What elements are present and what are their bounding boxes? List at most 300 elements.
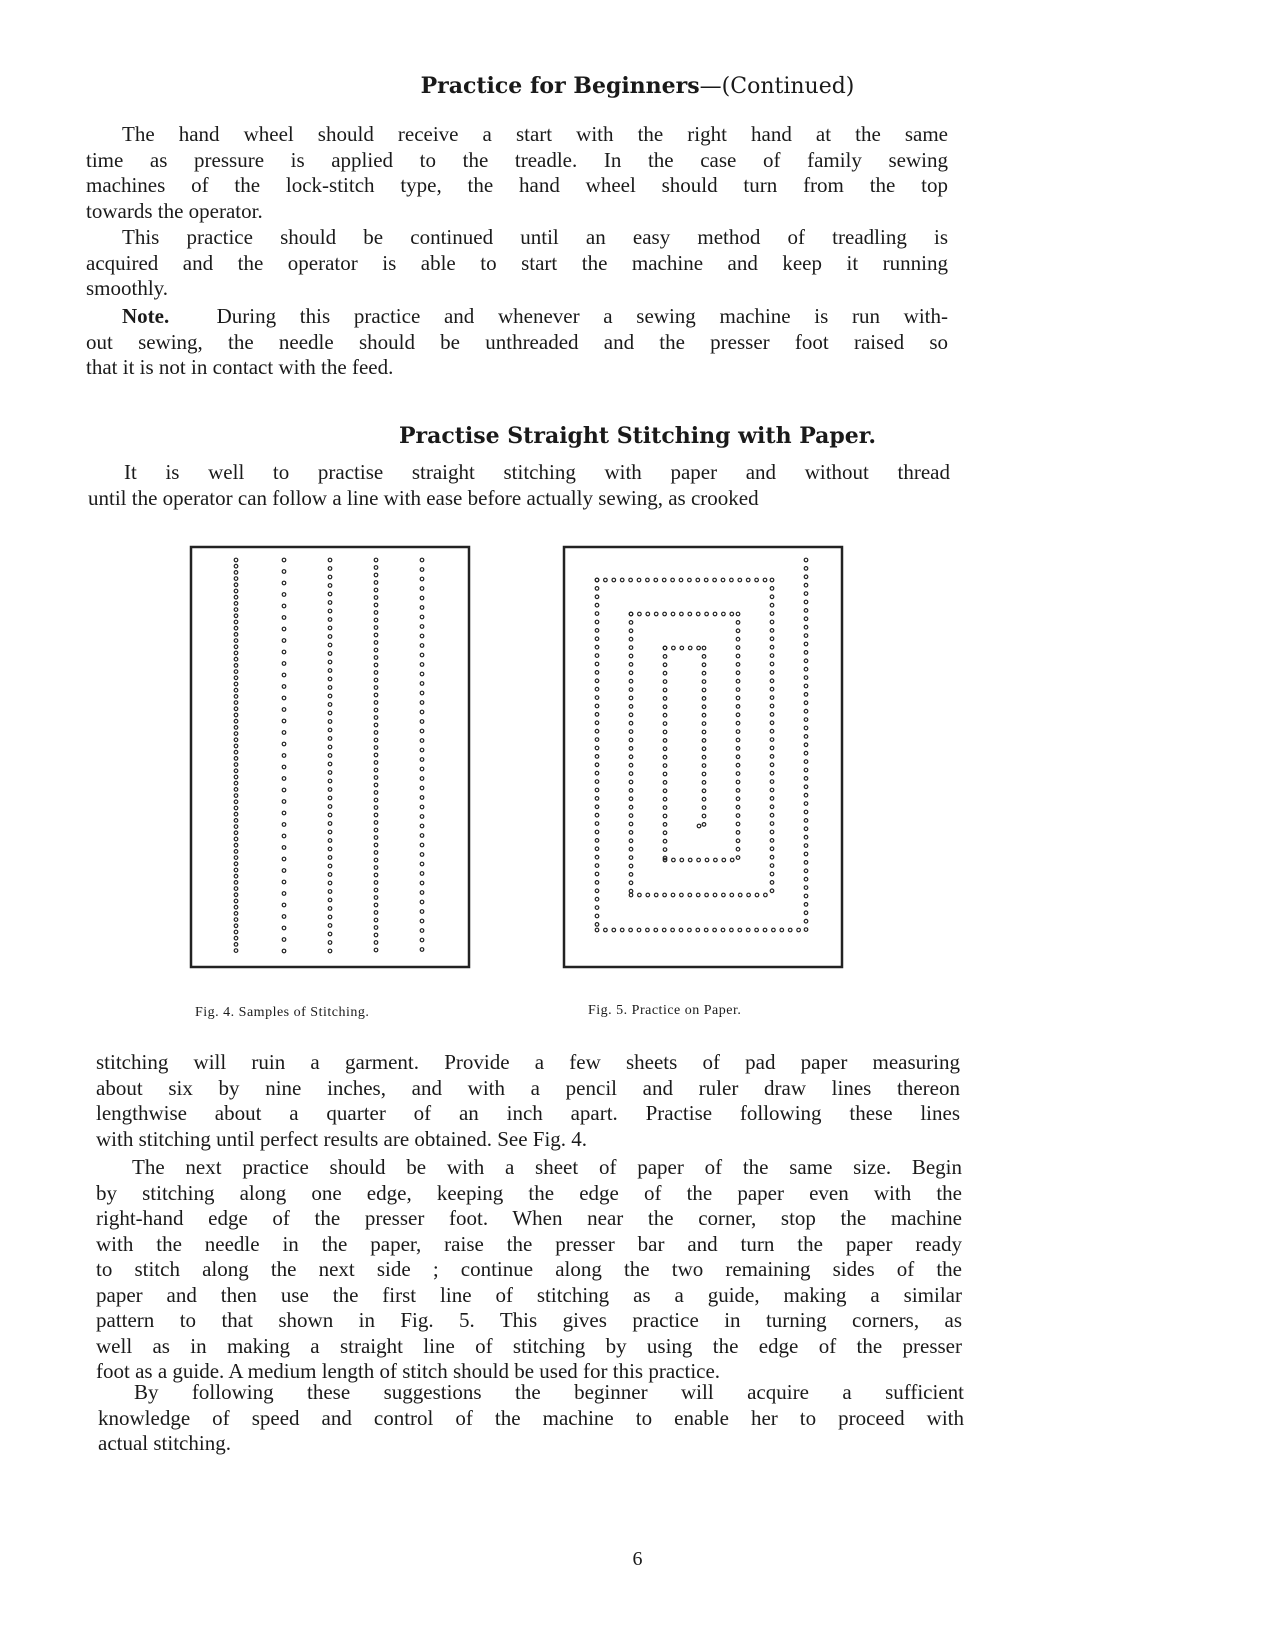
- stitch-hole: [282, 811, 286, 815]
- stitch-hole: [328, 771, 332, 775]
- stitch-hole: [328, 813, 332, 817]
- stitch-hole: [663, 713, 667, 717]
- stitch-hole: [374, 783, 378, 787]
- stitch-hole: [328, 601, 332, 605]
- stitch-hole: [736, 696, 740, 700]
- stitch-hole: [420, 663, 424, 667]
- stitch-hole: [420, 853, 424, 857]
- stitch-hole: [420, 653, 424, 657]
- stitch-hole: [730, 893, 734, 897]
- stitch-hole: [730, 858, 734, 862]
- stitch-hole: [595, 914, 599, 918]
- stitch-hole: [804, 625, 808, 629]
- stitch-hole: [804, 894, 808, 898]
- stitch-hole: [804, 903, 808, 907]
- stitch-hole: [654, 893, 658, 897]
- stitch-hole: [770, 704, 774, 708]
- stitch-hole: [374, 648, 378, 652]
- stitch-hole: [688, 893, 692, 897]
- stitch-hole: [595, 763, 599, 767]
- figure-4-samples-of-stitching: [191, 547, 469, 967]
- stitch-hole: [234, 843, 238, 847]
- text-line: with stitching until perfect results are obtained. See Fig. 4.: [96, 1126, 588, 1151]
- stitch-hole: [374, 663, 378, 667]
- stitch-hole: [804, 718, 808, 722]
- stitch-hole: [374, 723, 378, 727]
- stitch-hole: [595, 864, 599, 868]
- stitch-hole: [420, 729, 424, 733]
- stitch-hole: [328, 558, 332, 562]
- stitch-hole: [629, 578, 633, 582]
- stitch-hole: [722, 893, 726, 897]
- stitch-hole: [374, 851, 378, 855]
- stitch-hole: [770, 587, 774, 591]
- stitch-hole: [282, 823, 286, 827]
- stitch-hole: [705, 893, 709, 897]
- stitch-hole: [755, 893, 759, 897]
- stitch-hole: [671, 928, 675, 932]
- stitch-hole: [234, 763, 238, 767]
- stitch-hole: [804, 919, 808, 923]
- stitch-hole: [282, 685, 286, 689]
- stitch-hole: [420, 720, 424, 724]
- stitch-hole: [696, 612, 700, 616]
- stitch-hole: [663, 893, 667, 897]
- text-line: to stitch along the next side ; continue along the two remaining sides of the: [96, 1257, 962, 1281]
- stitch-hole: [234, 837, 238, 841]
- stitch-hole: [420, 682, 424, 686]
- stitch-hole: [234, 577, 238, 581]
- stitch-hole: [629, 730, 633, 734]
- stitch-hole: [702, 806, 706, 810]
- text-line: paper and then use the first line of stitching as a guide, making a similar: [96, 1282, 962, 1307]
- stitch-hole: [374, 768, 378, 772]
- stitch-hole: [736, 721, 740, 725]
- text-line: stitching will ruin a garment. Provide a few sheets of pad paper measuring: [96, 1050, 960, 1074]
- stitch-hole: [282, 616, 286, 620]
- stitch-hole: [374, 881, 378, 885]
- stitch-hole: [234, 775, 238, 779]
- text-line: This practice should be continued until an easy method of treadling is: [122, 225, 948, 249]
- stitch-hole: [420, 691, 424, 695]
- stitch-hole: [629, 637, 633, 641]
- stitch-hole: [595, 587, 599, 591]
- stitch-hole: [234, 713, 238, 717]
- stitch-hole: [646, 928, 650, 932]
- stitch-hole: [713, 893, 717, 897]
- stitch-hole: [804, 592, 808, 596]
- stitch-hole: [804, 928, 808, 932]
- stitch-hole: [804, 861, 808, 865]
- stitch-hole: [374, 933, 378, 937]
- stitch-hole: [629, 839, 633, 843]
- stitch-hole: [702, 755, 706, 759]
- text-line: lengthwise about a quarter of an inch apart. Practise following these lines: [96, 1101, 960, 1125]
- stitch-hole: [282, 938, 286, 942]
- stitch-hole: [770, 645, 774, 649]
- stitch-hole: [721, 578, 725, 582]
- stitch-hole: [328, 924, 332, 928]
- text-line: It is well to practise straight stitching with paper and without thread: [124, 460, 950, 484]
- stitch-hole: [595, 595, 599, 599]
- stitch-hole: [282, 765, 286, 769]
- stitch-hole: [234, 633, 238, 637]
- stitch-hole: [595, 578, 599, 582]
- stitch-hole: [688, 858, 692, 862]
- stitch-hole: [770, 881, 774, 885]
- stitch-hole: [804, 634, 808, 638]
- stitch-hole: [234, 918, 238, 922]
- stitch-hole: [696, 928, 700, 932]
- stitch-hole: [328, 626, 332, 630]
- stitch-hole: [612, 928, 616, 932]
- stitch-hole: [736, 654, 740, 658]
- stitch-hole: [680, 893, 684, 897]
- stitch-hole: [374, 566, 378, 570]
- stitch-hole: [595, 906, 599, 910]
- stitch-hole: [679, 928, 683, 932]
- stitch-hole: [663, 772, 667, 776]
- text-line: right-hand edge of the presser foot. When near the corner, stop the machine: [96, 1206, 962, 1230]
- stitch-hole: [234, 912, 238, 916]
- stitch-hole: [736, 663, 740, 667]
- stitch-hole: [804, 768, 808, 772]
- stitch-hole: [702, 705, 706, 709]
- stitch-hole: [804, 877, 808, 881]
- stitch-hole: [736, 822, 740, 826]
- stitch-hole: [713, 612, 717, 616]
- stitch-hole: [736, 621, 740, 625]
- stitch-hole: [637, 928, 641, 932]
- stitch-hole: [770, 830, 774, 834]
- stitch-hole: [374, 903, 378, 907]
- stitch-hole: [420, 748, 424, 752]
- stitch-hole: [595, 855, 599, 859]
- stitch-hole: [420, 777, 424, 781]
- note-label: Note.: [122, 304, 170, 328]
- stitch-hole: [736, 637, 740, 641]
- stitch-hole: [234, 602, 238, 606]
- stitch-hole: [702, 688, 706, 692]
- stitch-hole: [736, 688, 740, 692]
- stitch-hole: [702, 764, 706, 768]
- stitch-hole: [374, 918, 378, 922]
- stitch-hole: [328, 660, 332, 664]
- stitch-hole: [736, 797, 740, 801]
- stitch-hole: [595, 839, 599, 843]
- stitch-hole: [663, 655, 667, 659]
- stitch-hole: [234, 781, 238, 785]
- figure-5-paper-border: [564, 547, 842, 967]
- stitch-hole: [328, 915, 332, 919]
- stitch-hole: [772, 928, 776, 932]
- stitch-hole: [770, 603, 774, 607]
- stitch-hole: [328, 720, 332, 724]
- stitch-hole: [595, 928, 599, 932]
- paragraph-next-practice: [96, 1155, 962, 1385]
- stitch-hole: [420, 891, 424, 895]
- stitch-hole: [804, 676, 808, 680]
- stitch-hole: [663, 797, 667, 801]
- stitch-hole: [629, 679, 633, 683]
- stitch-hole: [374, 618, 378, 622]
- stitch-hole: [764, 893, 768, 897]
- stitch-hole: [328, 881, 332, 885]
- stitch-hole: [736, 730, 740, 734]
- stitch-hole: [374, 708, 378, 712]
- stitch-hole: [328, 694, 332, 698]
- stitch-hole: [702, 722, 706, 726]
- stitch-hole: [328, 779, 332, 783]
- stitch-hole: [663, 789, 667, 793]
- stitch-hole: [328, 652, 332, 656]
- stitch-hole: [328, 796, 332, 800]
- stitch-hole: [663, 663, 667, 667]
- stitch-hole: [374, 896, 378, 900]
- stitch-hole: [736, 713, 740, 717]
- stitch-hole: [374, 716, 378, 720]
- stitch-hole: [595, 654, 599, 658]
- stitch-hole: [804, 802, 808, 806]
- text-line: machines of the lock-stitch type, the hand wheel should turn from the top: [86, 173, 948, 197]
- stitch-hole: [770, 671, 774, 675]
- stitch-hole: [374, 843, 378, 847]
- stitch-hole: [420, 900, 424, 904]
- stitch-hole: [595, 729, 599, 733]
- stitch-hole: [234, 812, 238, 816]
- stitch-hole: [282, 662, 286, 666]
- stitch-hole: [663, 697, 667, 701]
- stitch-hole: [282, 880, 286, 884]
- text-line: until the operator can follow a line with ease before actually sewing, as crooked: [88, 485, 759, 510]
- stitch-hole: [713, 578, 717, 582]
- stitch-hole: [663, 646, 667, 650]
- stitch-hole: [704, 578, 708, 582]
- stitch-hole: [763, 578, 767, 582]
- stitch-hole: [328, 762, 332, 766]
- stitch-hole: [736, 705, 740, 709]
- stitch-hole: [374, 731, 378, 735]
- stitch-hole: [420, 758, 424, 762]
- stitch-hole: [234, 769, 238, 773]
- stitch-hole: [328, 584, 332, 588]
- stitch-hole: [595, 872, 599, 876]
- stitch-hole: [595, 830, 599, 834]
- stitch-hole: [282, 949, 286, 953]
- stitch-hole: [671, 578, 675, 582]
- stitch-hole: [234, 794, 238, 798]
- paragraph-by-following: [98, 1380, 964, 1457]
- stitch-hole: [282, 558, 286, 562]
- stitch-hole: [804, 709, 808, 713]
- stitch-hole: [770, 595, 774, 599]
- stitch-hole: [420, 625, 424, 629]
- stitch-hole: [282, 570, 286, 574]
- stitch-hole: [671, 612, 675, 616]
- stitch-hole: [282, 788, 286, 792]
- stitch-hole: [234, 943, 238, 947]
- stitch-hole: [374, 776, 378, 780]
- text-line: actual stitching.: [98, 1431, 231, 1455]
- stitch-hole: [328, 890, 332, 894]
- stitch-hole: [747, 893, 751, 897]
- stitch-hole: [770, 729, 774, 733]
- stitch-hole: [620, 578, 624, 582]
- stitch-hole: [420, 919, 424, 923]
- stitch-hole: [629, 881, 633, 885]
- stitch-hole: [234, 676, 238, 680]
- stitch-hole: [663, 612, 667, 616]
- stitch-hole: [629, 889, 633, 893]
- stitch-hole: [420, 644, 424, 648]
- stitch-hole: [688, 928, 692, 932]
- stitch-hole: [328, 941, 332, 945]
- text-line: that it is not in contact with the feed.: [86, 355, 394, 379]
- stitch-hole: [328, 754, 332, 758]
- stitch-hole: [595, 889, 599, 893]
- stitch-hole: [282, 742, 286, 746]
- section-heading-straight-stitching: Practise Straight Stitching with Paper.: [398, 423, 877, 449]
- stitch-hole: [282, 581, 286, 585]
- stitch-hole: [234, 819, 238, 823]
- stitch-hole: [804, 869, 808, 873]
- stitch-hole: [374, 678, 378, 682]
- stitch-hole: [770, 788, 774, 792]
- stitch-hole: [374, 611, 378, 615]
- stitch-hole: [234, 825, 238, 829]
- stitch-hole: [629, 663, 633, 667]
- stitch-hole: [770, 738, 774, 742]
- stitch-hole: [595, 923, 599, 927]
- stitch-hole: [629, 856, 633, 860]
- stitch-hole: [638, 893, 642, 897]
- stitch-hole: [736, 772, 740, 776]
- stitch-hole: [282, 696, 286, 700]
- stitch-hole: [804, 617, 808, 621]
- text-line: knowledge of speed and control of the machine to enable her to proceed with: [98, 1405, 964, 1430]
- stitch-hole: [688, 578, 692, 582]
- stitch-hole: [595, 687, 599, 691]
- stitch-hole: [629, 688, 633, 692]
- stitch-hole: [374, 798, 378, 802]
- stitch-hole: [696, 893, 700, 897]
- stitch-hole: [702, 646, 706, 650]
- stitch-hole: [374, 671, 378, 675]
- stitch-hole: [736, 629, 740, 633]
- stitch-hole: [328, 711, 332, 715]
- stitch-hole: [328, 839, 332, 843]
- stitch-hole: [788, 928, 792, 932]
- stitch-hole: [374, 686, 378, 690]
- stitch-hole: [696, 578, 700, 582]
- stitch-hole: [328, 873, 332, 877]
- stitch-hole: [328, 737, 332, 741]
- stitch-hole: [770, 679, 774, 683]
- stitch-hole: [730, 612, 734, 616]
- stitch-hole: [736, 612, 740, 616]
- stitch-hole: [629, 621, 633, 625]
- stitch-hole: [770, 713, 774, 717]
- stitch-hole: [234, 719, 238, 723]
- stitch-hole: [770, 755, 774, 759]
- stitch-hole: [282, 846, 286, 850]
- stitch-hole: [663, 680, 667, 684]
- stitch-hole: [804, 777, 808, 781]
- stitch-hole: [234, 744, 238, 748]
- stitch-hole: [420, 739, 424, 743]
- stitch-hole: [804, 785, 808, 789]
- stitch-hole: [629, 789, 633, 793]
- stitch-hole: [234, 614, 238, 618]
- stitch-hole: [804, 583, 808, 587]
- stitch-hole: [663, 722, 667, 726]
- stitch-hole: [328, 932, 332, 936]
- stitch-hole: [595, 897, 599, 901]
- stitch-hole: [595, 797, 599, 801]
- stitch-hole: [688, 612, 692, 616]
- stitch-hole: [328, 609, 332, 613]
- stitch-hole: [770, 763, 774, 767]
- stitch-hole: [234, 682, 238, 686]
- text-line: During this practice and whenever a sewing machine is run with-: [216, 304, 949, 328]
- stitch-hole: [374, 948, 378, 952]
- stitch-hole: [420, 615, 424, 619]
- text-line: The hand wheel should receive a start with the right hand at the same: [122, 122, 948, 146]
- stitch-hole: [663, 848, 667, 852]
- stitch-hole: [374, 866, 378, 870]
- stitch-hole: [282, 857, 286, 861]
- stitch-hole: [595, 822, 599, 826]
- stitch-hole: [702, 739, 706, 743]
- stitch-hole: [595, 679, 599, 683]
- stitch-hole: [234, 732, 238, 736]
- stitch-hole: [420, 786, 424, 790]
- stitch-hole: [234, 620, 238, 624]
- stitch-hole: [234, 868, 238, 872]
- stitch-hole: [374, 701, 378, 705]
- stitch-hole: [374, 761, 378, 765]
- stitch-hole: [770, 839, 774, 843]
- stitch-hole: [234, 899, 238, 903]
- stitch-hole: [680, 646, 684, 650]
- stitch-hole: [420, 606, 424, 610]
- stitch-hole: [804, 743, 808, 747]
- stitch-hole: [234, 695, 238, 699]
- stitch-hole: [629, 671, 633, 675]
- stitch-hole: [804, 835, 808, 839]
- stitch-hole: [234, 924, 238, 928]
- stitch-hole: [646, 893, 650, 897]
- stitch-hole: [804, 735, 808, 739]
- stitch-hole: [595, 671, 599, 675]
- stitch-hole: [770, 805, 774, 809]
- stitch-hole: [234, 850, 238, 854]
- stitch-hole: [420, 938, 424, 942]
- stitch-hole: [595, 780, 599, 784]
- stitch-hole: [374, 588, 378, 592]
- stitch-hole: [234, 831, 238, 835]
- stitch-hole: [654, 928, 658, 932]
- stitch-hole: [629, 654, 633, 658]
- stitch-hole: [328, 949, 332, 953]
- stitch-hole: [374, 888, 378, 892]
- stitch-hole: [420, 872, 424, 876]
- stitch-hole: [722, 612, 726, 616]
- stitch-hole: [595, 603, 599, 607]
- stitch-hole: [736, 671, 740, 675]
- stitch-hole: [663, 823, 667, 827]
- stitch-hole: [770, 847, 774, 851]
